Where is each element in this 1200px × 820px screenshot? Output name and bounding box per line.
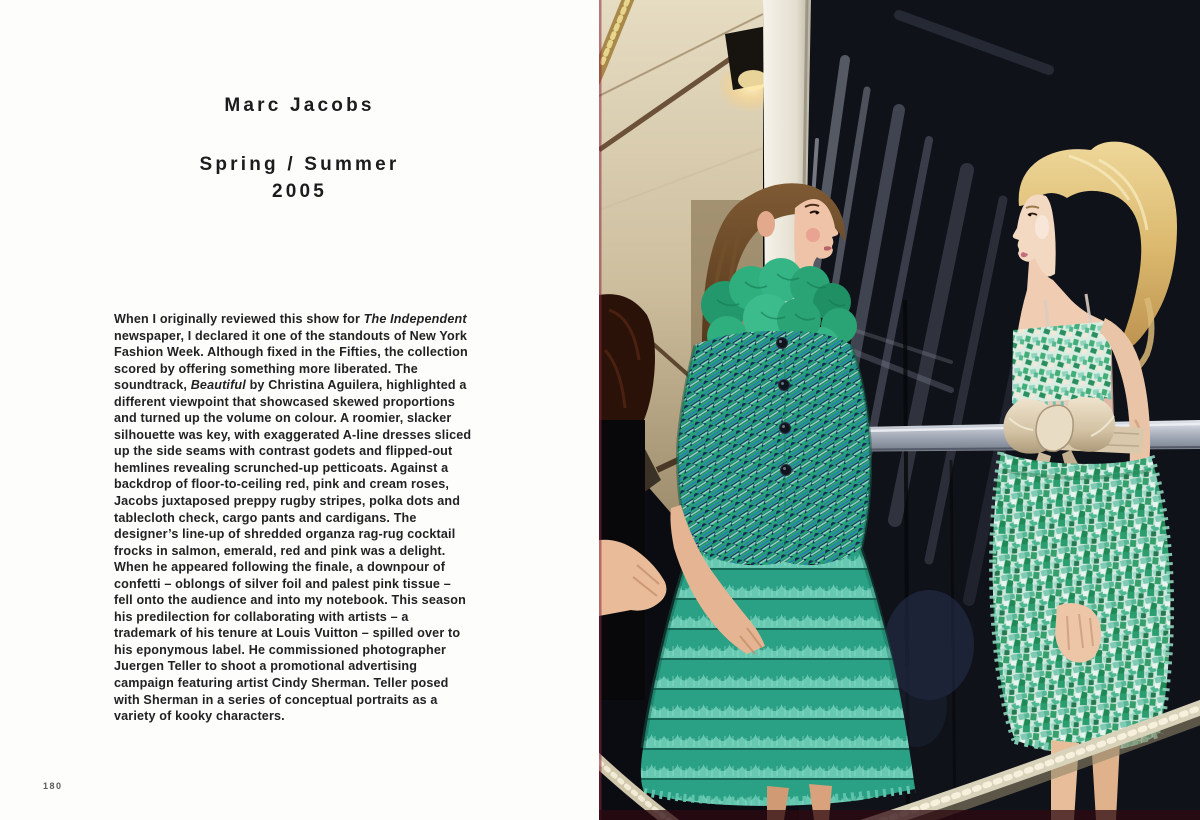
backstage-photo xyxy=(599,0,1200,820)
year-line: 2005 xyxy=(271,181,328,202)
review-paragraph: When I originally reviewed this show for The Independent newspaper, I declared it one of the standouts of New York Fashion Week. Although fixed in the Fifties, the collection scored by offering something more liberated. The soundtrack, Beautiful by Christina Aguilera, highlighted a different viewpoint that showcased skewed proportions and turned up the volume on colour. A roomier, slacker silhouette was key, with exaggerated A-line dresses sliced up the side seams with contrast godets and flipped-out hemlines revealing scrunched-up petticoats. Against a backdrop of floor-to-ceiling red, pink and cream roses, Jacobs juxtaposed preppy rugby stripes, polka dots and tablecloth check, cargo pants and cardigans. The designer’s line-up of shredded organza rag-rug cocktail frocks in salmon, emerald, red and pink was a delight. When he appeared following the finale, a downpour of confetti – oblongs of silver foil and palest pink tissue – fell onto the audience and into my notebook. This season his predilection for collaborating with artists – a trademark of his tenure at Louis Vuitton – spilled over to his eponymous label. He commissioned photographer Juergen Teller to shoot a promotional advertising campaign featuring artist Cindy Sherman. Teller posed with Sherman in a series of conceptual portraits as a variety of kooky characters. xyxy=(114,312,472,724)
designer-title: Marc Jacobs xyxy=(224,95,375,116)
season-line: Spring / Summer xyxy=(199,154,400,175)
backstage-photo-art xyxy=(599,0,1200,820)
brunette-ear xyxy=(757,211,775,237)
patchwork-skirt xyxy=(993,452,1171,753)
tiered-teal-skirt xyxy=(641,548,915,806)
photo-edge-left xyxy=(599,0,602,820)
houndstooth-jacket xyxy=(678,331,871,569)
page-number: 180 xyxy=(43,781,63,791)
season-subtitle xyxy=(0,151,599,205)
right-page xyxy=(599,0,1200,820)
review-text xyxy=(114,311,472,725)
title-block xyxy=(0,94,599,205)
left-page xyxy=(0,0,599,820)
photo-edge-bottom xyxy=(599,810,1200,820)
